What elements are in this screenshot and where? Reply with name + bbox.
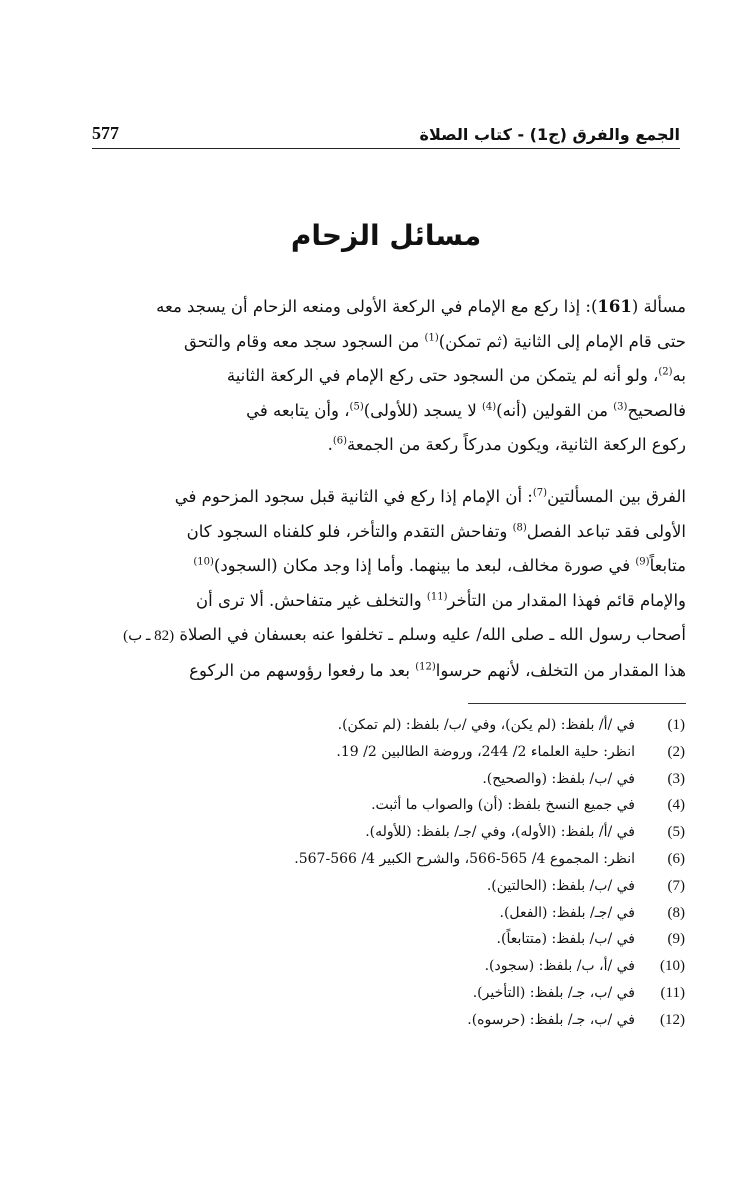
footnote-marker: (12)	[415, 661, 436, 673]
footnote-number: (12)	[660, 1011, 685, 1028]
text-line: هذا المقدار من التخلف، لأنهم حرسوا$^{(12)}$ بعد ما رفعوا رؤوسهم من الركوع	[189, 660, 686, 680]
footnote-number: (7)	[667, 877, 685, 894]
footnote-number: (8)	[667, 904, 685, 921]
footnote-marker: (6)	[332, 435, 348, 447]
footnote-text: انظر: المجموع 4/ 565-566، والشرح الكبير 4/ 566-567.	[294, 850, 635, 867]
footnote	[180, 819, 685, 846]
manuscript-folio-note: (82 ـ ب)	[123, 628, 175, 645]
running-title: الجمع والفرق (ج1) - كتاب الصلاة	[419, 125, 680, 144]
footnote-text: في /ب/ بلفظ: (والصحيح).	[482, 770, 635, 787]
footnote-number: (3)	[667, 770, 685, 787]
text-line: ركوع الركعة الثانية، ويكون مدركاً ركعة من الجمعة$^{(6)}$.	[327, 435, 686, 455]
footnote	[180, 926, 685, 953]
header-rule	[92, 148, 680, 149]
text-line: حتى قام الإمام إلى الثانية (ثم تمكن)$^{(1)}$ من السجود سجد معه وقام والتحق	[183, 331, 686, 351]
page-number: 577	[92, 123, 119, 143]
footnote-marker: (2)	[658, 366, 673, 378]
footnote-text: في /ب، جـ/ بلفظ: (حرسوه).	[467, 1011, 635, 1028]
text-line: متابعاً$^{(9)}$ في صورة مخالف، لبعد ما بينهما. وأما إذا وجد مكان (السجود)$^{(10)}$	[193, 556, 686, 576]
footnotes-list	[180, 712, 685, 1034]
chapter-title: مسائل الزحام	[290, 219, 482, 252]
footnote-marker: (4)	[481, 401, 497, 413]
footnote-marker: (7)	[532, 487, 548, 499]
footnote-marker: (10)	[193, 556, 214, 568]
footnote	[180, 873, 685, 900]
footnote-number: (10)	[660, 958, 685, 975]
paragraph-issue-161	[92, 290, 686, 463]
text-line: به$^{(2)}$، ولو أنه لم يتمكن من السجود حتى ركع الإمام في الركعة الثانية	[226, 366, 686, 386]
footnote-number: (2)	[667, 743, 685, 760]
footnote	[180, 846, 685, 873]
footnote-marker: (1)	[424, 332, 439, 344]
issue-number: 161	[597, 297, 632, 316]
footnote	[180, 953, 685, 980]
paragraph-difference	[92, 480, 686, 689]
text-line: الفرق بين المسألتين$^{(7)}$: أن الإمام إذا ركع في الثانية قبل سجود المزحوم في	[174, 487, 686, 506]
footnote-number: (9)	[667, 931, 685, 948]
footnote-marker: (3)	[613, 401, 628, 413]
footnote-number: (6)	[667, 850, 685, 867]
text-line: والإمام قائم فهذا المقدار من التأخر$^{(11)}$ والتخلف غير متفاحش. ألا ترى أن	[196, 590, 686, 610]
footnote-number: (4)	[667, 797, 685, 814]
footnote-text: في /أ، ب/ بلفظ: (سجود).	[484, 958, 635, 975]
footnote-marker: (11)	[426, 591, 448, 603]
footnote-text: انظر: حلية العلماء 2/ 244، وروضة الطالبين 2/ 19.	[336, 743, 635, 760]
footnote	[180, 792, 685, 819]
footnote-text: في /ب/ بلفظ: (متتابعاً).	[496, 931, 635, 948]
footnote-text: في /أ/ بلفظ: (الأوله)، وفي /جـ/ بلفظ: (للأوله).	[365, 824, 635, 841]
text-line: فالصحيح$^{(3)}$ من القولين (أنه)$^{(4)}$ لا يسجد (للأولى)$^{(5)}$، وأن يتابعه في	[246, 400, 686, 420]
footnote-number: (5)	[667, 824, 685, 841]
footnote	[180, 1007, 685, 1034]
footnote	[180, 980, 685, 1007]
footnote-text: في /أ/ بلفظ: (لم يكن)، وفي /ب/ بلفظ: (لم تمكن).	[337, 717, 635, 733]
footnote	[180, 900, 685, 927]
footnote-number: (1)	[667, 717, 685, 733]
footnote-separator	[468, 703, 686, 704]
text-line: الأولى فقد تباعد الفصل$^{(8)}$ وتفاحش التقدم والتأخر، فلو كلفناه السجود كان	[186, 521, 686, 541]
footnote	[180, 712, 685, 739]
footnote-text: في /ب، جـ/ بلفظ: (التأخير).	[472, 984, 635, 1001]
footnote-number: (11)	[660, 984, 685, 1001]
text-line: أصحاب رسول الله ـ صلى الله/ عليه وسلم ـ تخلفوا عنه بعسفان في الصلاة (82 ـ ب)	[123, 625, 686, 645]
footnote-text: في /ب/ بلفظ: (الحالتين).	[486, 877, 635, 894]
page-header	[92, 112, 680, 144]
footnote-text: في /جـ/ بلفظ: (الفعل).	[499, 904, 635, 921]
text-line: مسألة (161): إذا ركع مع الإمام في الركعة الأولى ومنعه الزحام أن يسجد معه	[156, 297, 686, 316]
footnote-marker: (8)	[512, 522, 527, 534]
footnote-text: في جميع النسخ بلفظ: (أن) والصواب ما أثبت.	[371, 797, 635, 814]
footnote-marker: (5)	[349, 401, 364, 413]
footnote	[180, 766, 685, 793]
footnote-marker: (9)	[635, 556, 650, 568]
footnote	[180, 739, 685, 766]
